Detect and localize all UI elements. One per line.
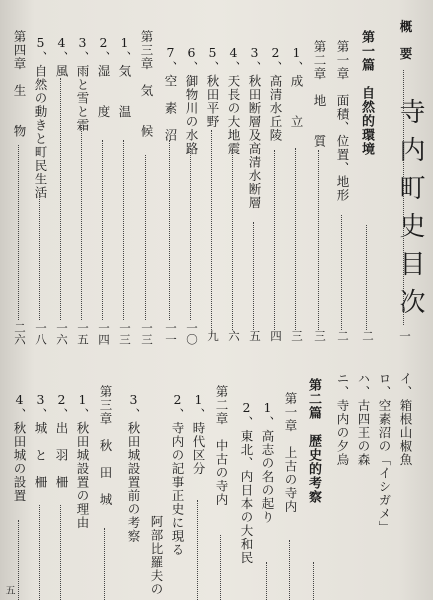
chapter-heading-3: 第三章 気 候 bbox=[139, 30, 154, 138]
page-number: 二 bbox=[361, 330, 375, 342]
toc-item: 3、雨と雪と霜 bbox=[75, 35, 90, 132]
leader-dots bbox=[60, 78, 61, 320]
toc-item: 4、秋田城の設置 bbox=[12, 392, 27, 503]
toc-item: 2、湿 度 bbox=[96, 35, 111, 119]
leader-dots bbox=[318, 150, 319, 330]
page-number: 一 bbox=[398, 330, 412, 342]
chapter-heading-1: 第一章 面積、位置、地形 bbox=[335, 40, 350, 202]
toc-item: 2、出 羽 柵 bbox=[54, 392, 69, 489]
leader-dots bbox=[102, 140, 103, 320]
page-number: 一〇 bbox=[185, 322, 199, 345]
toc-item: 1、時代区分 bbox=[191, 392, 206, 476]
chapter-heading-2: 第二章 地 質 bbox=[312, 40, 327, 148]
leader-dots bbox=[295, 148, 296, 330]
page-number: 一五 bbox=[76, 322, 90, 345]
leader-dots bbox=[104, 528, 105, 600]
toc-item: 阿部比羅夫の bbox=[149, 515, 164, 596]
toc-item: 2、寺内の記事正史に現る bbox=[170, 392, 185, 557]
page-number: 一三 bbox=[118, 322, 132, 345]
leader-dots bbox=[289, 540, 290, 600]
leader-dots bbox=[81, 125, 82, 320]
toc-item: ニ、寺内の夕烏 bbox=[335, 372, 350, 467]
page-number: 一六 bbox=[55, 322, 69, 345]
leader-dots bbox=[274, 150, 275, 330]
toc-item: 7、空 素 沼 bbox=[163, 45, 178, 142]
toc-item: 4、天長の大地震 bbox=[226, 45, 241, 156]
leader-dots bbox=[18, 520, 19, 600]
toc-item: イ、箱根山椒魚 bbox=[398, 372, 413, 467]
chapter-heading: 第三章 秋 田 城 bbox=[98, 385, 113, 507]
toc-item: 1、高志の名の起り bbox=[260, 400, 275, 524]
page-number: 一四 bbox=[97, 322, 111, 345]
folio-number: 五 bbox=[3, 585, 14, 595]
page-title: 寺内町史目次 bbox=[395, 98, 425, 326]
leader-dots bbox=[39, 505, 40, 600]
leader-dots bbox=[169, 140, 170, 320]
chapter-heading: 第一章 上古の寺内 bbox=[283, 392, 298, 514]
page-number: 四 bbox=[269, 330, 283, 342]
leader-dots bbox=[39, 192, 40, 320]
part-heading-2: 第二篇 歴史的考察 bbox=[306, 378, 321, 504]
toc-item: 2、高清水丘陵 bbox=[268, 45, 283, 142]
toc-item: 2、東北、内日本の大和民 bbox=[239, 400, 254, 565]
page-number: 五 bbox=[248, 330, 262, 342]
page-number: 一一 bbox=[164, 322, 178, 345]
leader-dots bbox=[266, 562, 267, 600]
leader-dots bbox=[145, 155, 146, 320]
part-heading-1: 第一篇 自然的環境 bbox=[359, 30, 374, 156]
leader-dots bbox=[341, 215, 342, 330]
toc-item: 3、秋田城設置前の考察 bbox=[126, 392, 141, 543]
page-number: 二 bbox=[336, 330, 350, 342]
page-number: 九 bbox=[206, 330, 220, 342]
page-number: 一三 bbox=[140, 322, 154, 345]
toc-item: 4、風 bbox=[54, 35, 69, 78]
toc-item: ロ、空素沼の「イシガメ」 bbox=[377, 372, 392, 534]
toc-item: 3、城 と 柵 bbox=[33, 392, 48, 489]
leader-dots bbox=[220, 535, 221, 600]
toc-entry-gaiyo: 概 要 bbox=[398, 20, 413, 61]
toc-item: 1、気 温 bbox=[117, 35, 132, 119]
leader-dots bbox=[232, 148, 233, 330]
leader-dots bbox=[211, 130, 212, 330]
leader-dots bbox=[18, 145, 19, 320]
chapter-heading: 第二章 中古の寺内 bbox=[214, 385, 229, 507]
page-number: 二六 bbox=[13, 322, 27, 345]
leader-dots bbox=[403, 70, 404, 325]
page-number: 六 bbox=[227, 330, 241, 342]
leader-dots bbox=[366, 225, 367, 330]
toc-item: 5、自然の動きと町民生活 bbox=[33, 35, 48, 200]
page-number: 三 bbox=[313, 330, 327, 342]
leader-dots bbox=[253, 222, 254, 330]
chapter-heading-4: 第四章 生 物 bbox=[12, 30, 27, 138]
toc-item: 6、御物川の水路 bbox=[184, 45, 199, 156]
toc-item: 1、成 立 bbox=[289, 45, 304, 129]
page-number: 一八 bbox=[34, 322, 48, 345]
leader-dots bbox=[190, 148, 191, 320]
toc-item: 5、秋田平野 bbox=[205, 45, 220, 129]
page-number: 三 bbox=[290, 330, 304, 342]
toc-item: 3、秋田断層及高清水断層 bbox=[247, 45, 262, 210]
leader-dots bbox=[313, 562, 314, 600]
toc-item: ハ、古四王の森 bbox=[356, 372, 371, 467]
toc-item: 1、秋田城設置の理由 bbox=[75, 392, 90, 530]
leader-dots bbox=[123, 140, 124, 320]
leader-dots bbox=[197, 500, 198, 600]
leader-dots bbox=[60, 505, 61, 600]
